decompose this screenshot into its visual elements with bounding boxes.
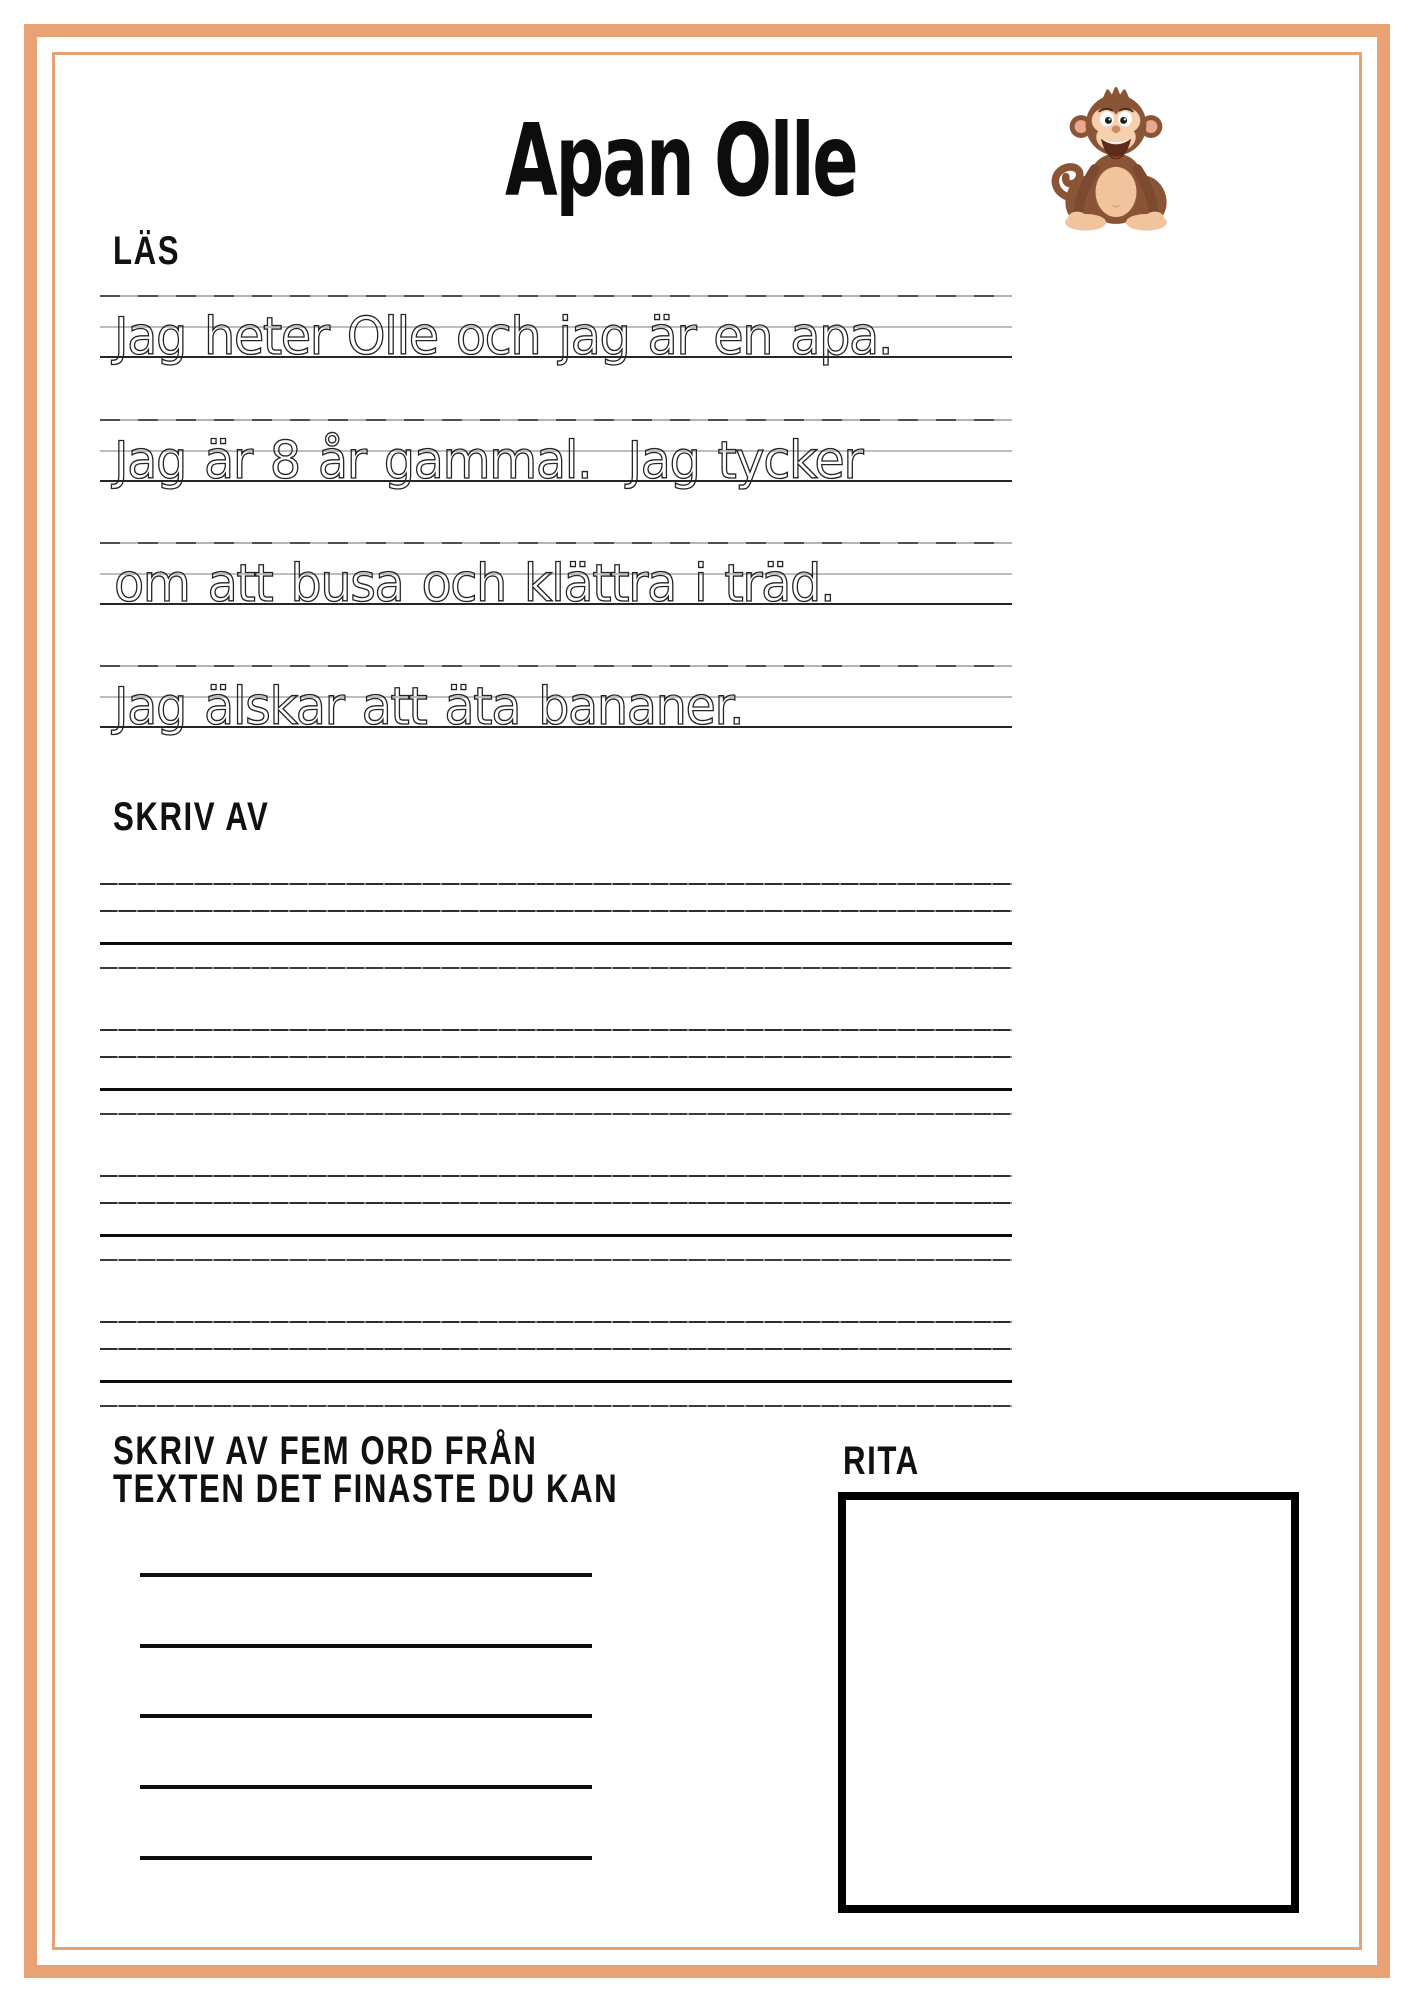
answer-line-2 <box>140 1644 592 1648</box>
writing-line <box>100 883 1012 885</box>
writing-line <box>100 1029 1012 1031</box>
writing-baseline <box>100 942 1012 945</box>
writing-baseline <box>100 1380 1012 1383</box>
monkey-icon <box>1040 84 1192 236</box>
header <box>505 80 1192 240</box>
fem-ord-heading-line-1: SKRIV AV FEM ORD FRÅN <box>113 1429 538 1473</box>
writing-line <box>100 967 1012 969</box>
guide-top-line <box>100 665 1012 667</box>
fem-ord-heading <box>113 1429 619 1511</box>
guide-top-line <box>100 295 1012 297</box>
writing-line <box>100 1175 1012 1177</box>
skriv-av-heading: SKRIV AV <box>113 795 270 839</box>
page-title: Apan Olle <box>505 101 857 219</box>
reading-text: Jag älskar att äta bananer. <box>114 677 744 737</box>
writing-lines-group-1 <box>100 883 1012 969</box>
guide-top-line <box>100 542 1012 544</box>
reading-text: Jag heter Olle och jag är en apa. <box>114 307 893 367</box>
writing-line <box>100 1202 1012 1204</box>
writing-baseline <box>100 1234 1012 1237</box>
answer-line-3 <box>140 1714 592 1718</box>
reading-line-2 <box>100 419 1012 491</box>
reading-line-3 <box>100 542 1012 614</box>
reading-line-4 <box>100 665 1012 737</box>
writing-line <box>100 1056 1012 1058</box>
writing-line <box>100 1348 1012 1350</box>
writing-lines-group-2 <box>100 1029 1012 1115</box>
writing-lines-group-4 <box>100 1321 1012 1407</box>
reading-line-1 <box>100 295 1012 367</box>
answer-line-5 <box>140 1856 592 1860</box>
writing-line <box>100 1259 1012 1261</box>
rita-heading: RITA <box>843 1439 920 1483</box>
writing-lines-group-3 <box>100 1175 1012 1261</box>
writing-line <box>100 1113 1012 1115</box>
writing-line <box>100 1321 1012 1323</box>
rita-drawing-box <box>838 1492 1299 1913</box>
writing-baseline <box>100 1088 1012 1091</box>
guide-top-line <box>100 419 1012 421</box>
writing-line <box>100 1405 1012 1407</box>
las-heading: LÄS <box>113 229 181 273</box>
reading-text: om att busa och klättra i träd. <box>114 554 835 614</box>
fem-ord-heading-line-2: TEXTEN DET FINASTE DU KAN <box>113 1467 619 1511</box>
reading-text: Jag är 8 år gammal. Jag tycker <box>114 431 863 491</box>
writing-line <box>100 910 1012 912</box>
answer-line-4 <box>140 1785 592 1789</box>
answer-line-1 <box>140 1573 592 1577</box>
